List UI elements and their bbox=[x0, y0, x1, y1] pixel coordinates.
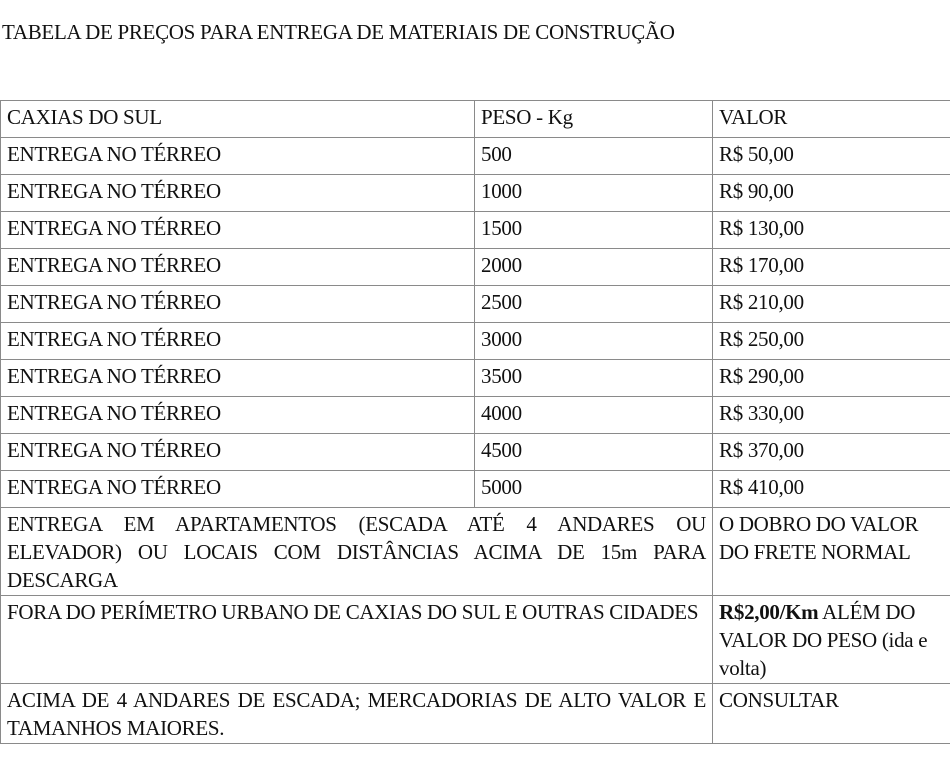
row-price: R$ 410,00 bbox=[713, 471, 950, 508]
row-price: R$ 370,00 bbox=[713, 434, 950, 471]
row-weight: 4500 bbox=[475, 434, 713, 471]
special-value bbox=[713, 596, 950, 684]
row-weight: 2000 bbox=[475, 249, 713, 286]
special-row-apartments bbox=[1, 508, 950, 596]
header-weight: PESO - Kg bbox=[475, 101, 713, 138]
table-row bbox=[1, 212, 950, 249]
table-row bbox=[1, 360, 950, 397]
row-weight: 5000 bbox=[475, 471, 713, 508]
row-desc: ENTREGA NO TÉRREO bbox=[1, 212, 475, 249]
table-row bbox=[1, 286, 950, 323]
special-desc: ACIMA DE 4 ANDARES DE ESCADA; MERCADORIAS DE ALTO VALOR E TAMANHOS MAIORES. bbox=[1, 684, 713, 744]
row-price: R$ 330,00 bbox=[713, 397, 950, 434]
special-value-bold: R$2,00/Km bbox=[719, 600, 819, 624]
row-price: R$ 210,00 bbox=[713, 286, 950, 323]
special-row-outside-city bbox=[1, 596, 950, 684]
special-desc: ENTREGA EM APARTAMENTOS (ESCADA ATÉ 4 ANDARES OU ELEVADOR) OU LOCAIS COM DISTÂNCIAS ACIMA DE 15m PARA DESCARGA bbox=[1, 508, 713, 596]
special-row-consult bbox=[1, 684, 950, 744]
row-weight: 2500 bbox=[475, 286, 713, 323]
row-weight: 3500 bbox=[475, 360, 713, 397]
special-value-rest: ALÉM DO VALOR DO PESO (ida e volta) bbox=[719, 600, 928, 680]
row-price: R$ 90,00 bbox=[713, 175, 950, 212]
page-title: TABELA DE PREÇOS PARA ENTREGA DE MATERIAIS DE CONSTRUÇÃO bbox=[2, 20, 675, 44]
header-city: CAXIAS DO SUL bbox=[1, 101, 475, 138]
row-desc: ENTREGA NO TÉRREO bbox=[1, 249, 475, 286]
table-header-row bbox=[1, 101, 950, 138]
row-desc: ENTREGA NO TÉRREO bbox=[1, 286, 475, 323]
row-desc: ENTREGA NO TÉRREO bbox=[1, 471, 475, 508]
row-desc: ENTREGA NO TÉRREO bbox=[1, 397, 475, 434]
special-value: CONSULTAR bbox=[713, 684, 950, 744]
row-weight: 1000 bbox=[475, 175, 713, 212]
row-price: R$ 50,00 bbox=[713, 138, 950, 175]
row-weight: 4000 bbox=[475, 397, 713, 434]
row-price: R$ 130,00 bbox=[713, 212, 950, 249]
row-weight: 3000 bbox=[475, 323, 713, 360]
row-desc: ENTREGA NO TÉRREO bbox=[1, 138, 475, 175]
special-value: O DOBRO DO VALOR DO FRETE NORMAL bbox=[713, 508, 950, 596]
special-desc: FORA DO PERÍMETRO URBANO DE CAXIAS DO SUL E OUTRAS CIDADES bbox=[1, 596, 713, 684]
table-row bbox=[1, 397, 950, 434]
table-row bbox=[1, 323, 950, 360]
table-row bbox=[1, 249, 950, 286]
table-row bbox=[1, 471, 950, 508]
table-row bbox=[1, 175, 950, 212]
table-row bbox=[1, 434, 950, 471]
row-weight: 500 bbox=[475, 138, 713, 175]
row-desc: ENTREGA NO TÉRREO bbox=[1, 323, 475, 360]
header-value: VALOR bbox=[713, 101, 950, 138]
row-price: R$ 290,00 bbox=[713, 360, 950, 397]
price-table bbox=[0, 100, 950, 744]
row-price: R$ 250,00 bbox=[713, 323, 950, 360]
row-price: R$ 170,00 bbox=[713, 249, 950, 286]
row-weight: 1500 bbox=[475, 212, 713, 249]
row-desc: ENTREGA NO TÉRREO bbox=[1, 434, 475, 471]
table-row bbox=[1, 138, 950, 175]
row-desc: ENTREGA NO TÉRREO bbox=[1, 360, 475, 397]
row-desc: ENTREGA NO TÉRREO bbox=[1, 175, 475, 212]
